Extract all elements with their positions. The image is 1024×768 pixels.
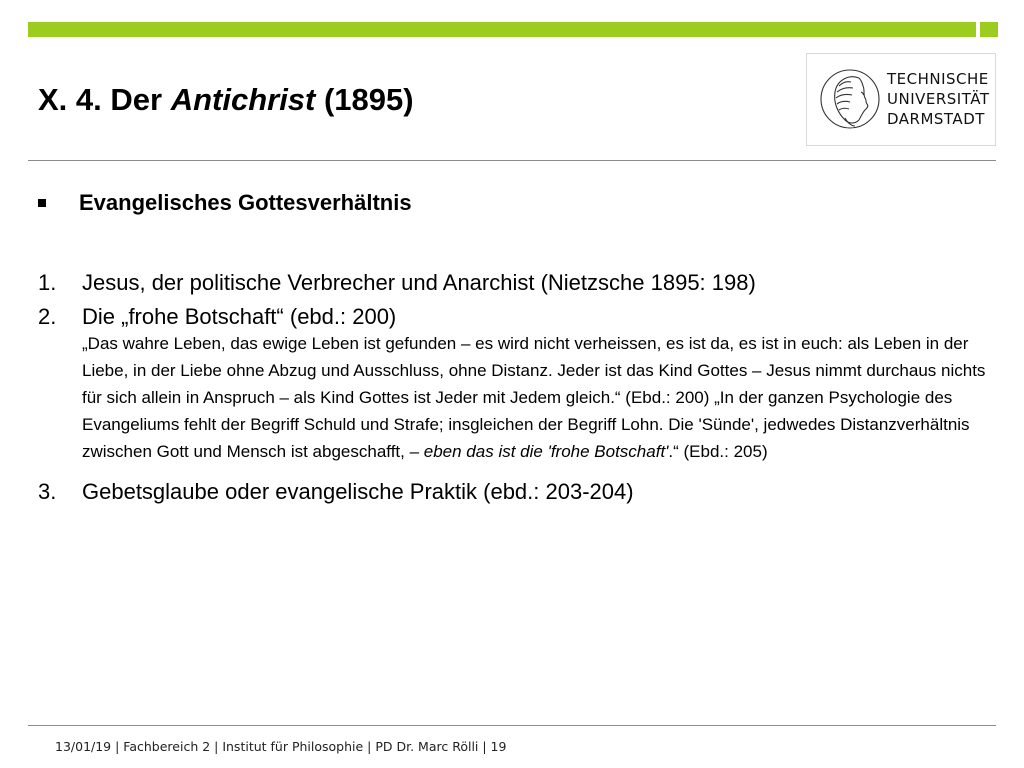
slide-title	[38, 80, 414, 120]
list-item-number: 2.	[38, 304, 57, 329]
university-name	[887, 69, 990, 129]
list-item-text: Jesus, der politische Verbrecher und Anarchist (Nietzsche 1895: 198)	[82, 270, 756, 295]
quote-text: „Das wahre Leben, das ewige Leben ist gefunden – es wird nicht verheissen, es ist da, es ist in euch: als Leben in der Liebe, in der Liebe ohne Abzug und Ausschluss, ohne Distanz. Jeder ist das Kind Gottes – Jesus nimmt durchaus nichts für sich allein in Anspruch – als Kind Gottes ist Jeder mit Jedem gleich.“ (Ebd.: 200) „In der ganzen Psychologie des Evangeliums fehlt der Begriff Schuld und Strafe; insgleichen der Begriff Lohn. Die 'Sünde', jedwedes Distanzverhältnis zwischen Gott und Mensch ist abgeschafft, –	[82, 334, 986, 461]
slide-title-prefix: X. 4. Der	[38, 82, 171, 117]
numbered-list	[38, 266, 998, 509]
block-quote	[82, 330, 987, 465]
square-bullet-icon	[38, 199, 46, 207]
athena-head-icon	[819, 64, 881, 134]
list-item	[38, 300, 998, 465]
quote-emphasis: eben das ist die 'frohe Botschaft'	[423, 442, 669, 461]
university-logo	[806, 53, 996, 146]
header-divider	[28, 160, 996, 161]
list-item	[38, 266, 998, 300]
footer-info: 13/01/19 | Fachbereich 2 | Institut für Philosophie | PD Dr. Marc Rölli | 19	[55, 739, 507, 754]
accent-bar-end	[980, 22, 998, 37]
list-item-number: 1.	[38, 270, 57, 295]
university-name-line-2: UNIVERSITÄT	[887, 90, 990, 108]
section-heading	[38, 188, 412, 218]
section-heading-text: Evangelisches Gottesverhältnis	[79, 190, 412, 215]
accent-bar-main	[28, 22, 976, 37]
list-item-text: Gebetsglaube oder evangelische Praktik (ebd.: 203-204)	[82, 479, 634, 504]
slide-title-emph: Antichrist	[170, 82, 316, 117]
list-item-number: 3.	[38, 479, 57, 504]
university-name-line-3: DARMSTADT	[887, 110, 985, 128]
quote-citation: .“ (Ebd.: 205)	[668, 442, 768, 461]
list-item-text: Die „frohe Botschaft“ (ebd.: 200)	[82, 304, 397, 329]
accent-bar	[28, 22, 998, 37]
footer-divider	[28, 725, 996, 726]
slide-title-suffix: (1895)	[315, 82, 414, 117]
university-name-line-1: TECHNISCHE	[887, 70, 989, 88]
list-item	[38, 475, 998, 509]
